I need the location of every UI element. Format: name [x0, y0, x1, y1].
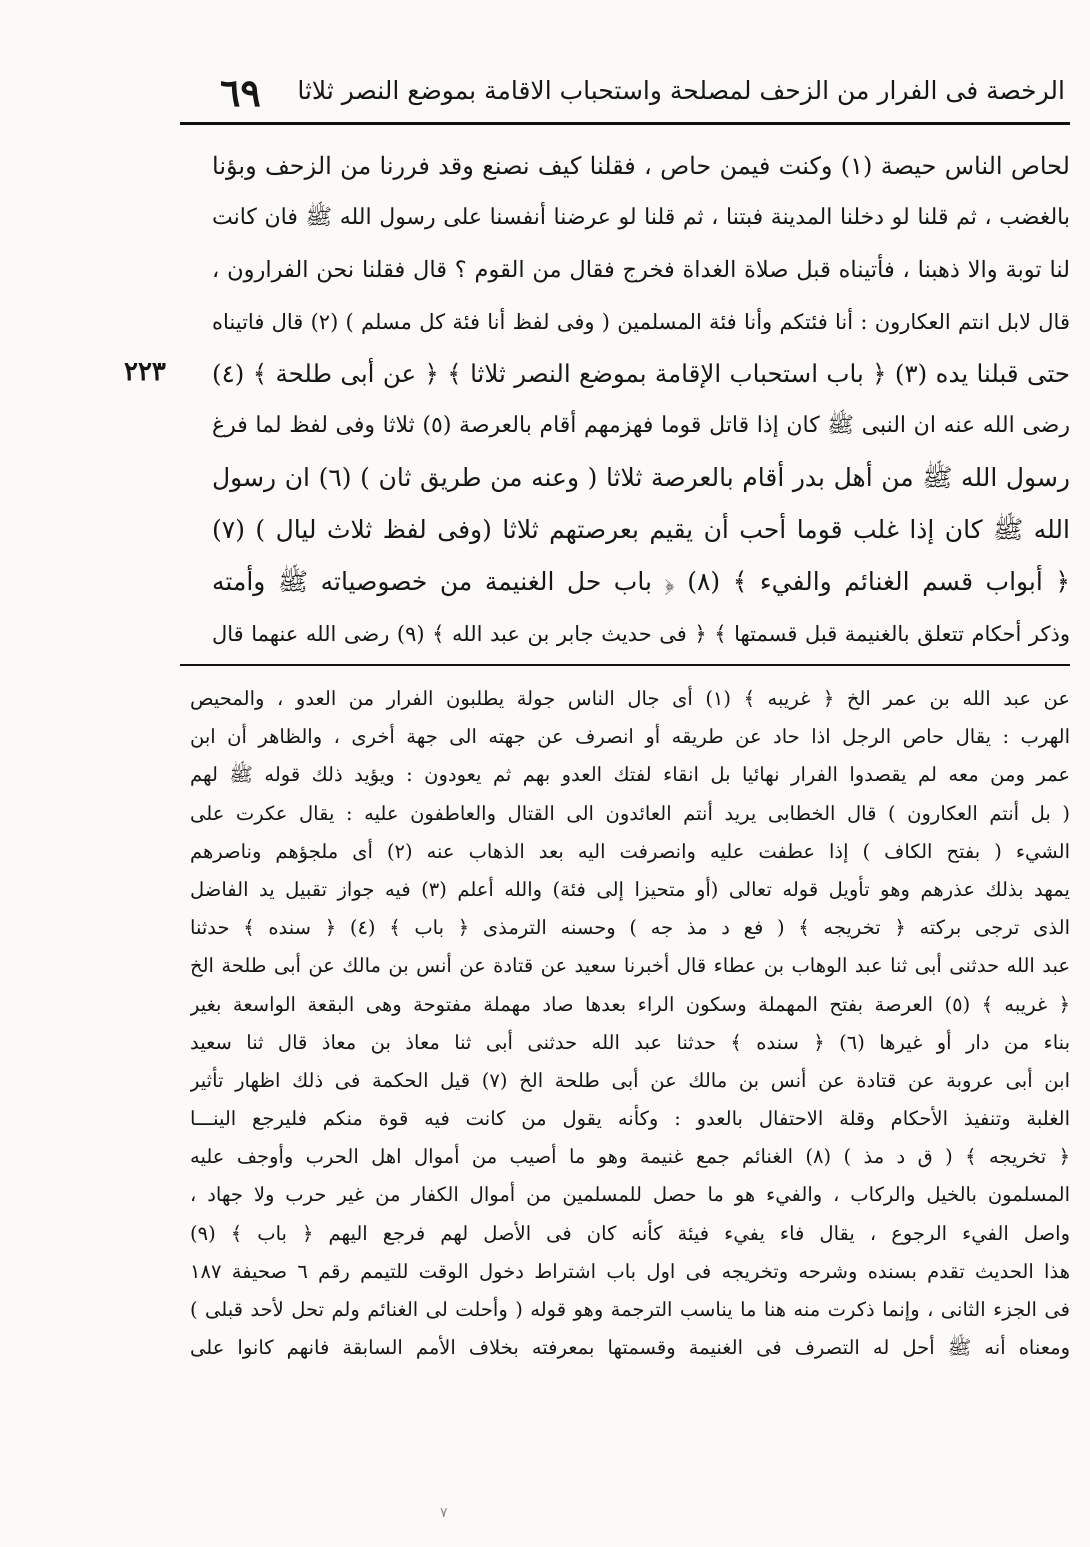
main-text — [212, 140, 1070, 660]
footnote-line: فى الجزء الثانى ، وإنما ذكرت منه هنا ما يناسب الترجمة وهو قوله ( وأحلت لى الغنائم ولم تحل لأحد قبلى ) — [190, 1298, 1070, 1321]
footnote-line: عن عبد الله بن عمر الخ ﴿ غريبه ﴾ (١) أى جال الناس جولة يطلبون الفرار من العدو ، والمحيص — [190, 687, 1070, 710]
footnotes-rule — [180, 664, 1070, 666]
main-line: قال لابل انتم العكارون : أنا فئتكم وأنا فئة المسلمين ( وفى لفظ أنا فئة كل مسلم ) (٢) قال فاتيناه — [212, 310, 1070, 334]
main-line: ﴿ أبواب قسم الغنائم والفيء ﴾ (٨) ﴿ باب حل الغنيمة من خصوصياته ﷺ وأمته — [212, 567, 1070, 596]
footnotes — [190, 680, 1070, 1367]
footer-mark: ٧ — [440, 1505, 448, 1521]
running-title: الرخصة فى الفرار من الزحف لمصلحة واستحباب الاقامة بموضع النصر ثلاثا — [297, 76, 1065, 105]
main-line: وذكر أحكام تتعلق بالغنيمة قبل قسمتها ﴾ ﴿ فى حديث جابر بن عبد الله ﴾ (٩) رضى الله عنهما قال — [212, 622, 1070, 646]
hadith-number: ٢٢٣ — [124, 357, 166, 387]
main-line: الله ﷺ كان إذا غلب قوما أحب أن يقيم بعرصتهم ثلاثا (وفى لفظ ثلاث ليال ) (٧) — [212, 515, 1070, 544]
footnote-line: يمهد بذلك عذرهم وهو تأويل قوله تعالى (أو متحيزا إلى فئة) والله أعلم (٣) فيه جواز تقبيل يد الفاضل — [190, 877, 1070, 901]
main-line: بالغضب ، ثم قلنا لو دخلنا المدينة فبتنا ، ثم قلنا لو عرضنا أنفسنا على رسول الله ﷺ فان كانت — [212, 205, 1070, 230]
main-line: لحاص الناس حيصة (١) وكنت فيمن حاص ، فقلنا كيف نصنع وقد فررنا من الزحف وبؤنا — [212, 152, 1070, 180]
footnote-line: الذى ترجى بركته ﴿ تخريجه ﴾ ( فع د مذ جه ) وحسنه الترمذى ﴿ باب ﴾ (٤) ﴿ سنده ﴾ حدثنا — [190, 916, 1070, 940]
footnote-line: ﴿ غريبه ﴾ (٥) العرصة بفتح المهملة وسكون الراء بعدها صاد مهملة مفتوحة وهى البقعة الواسعة بغير — [190, 992, 1070, 1016]
footnote-line: الغلبة وتنفيذ الأحكام وقلة الاحتفال بالعدو : وكأنه يقول من كانت فيه قوة منكم فليرجع الينـــا — [190, 1107, 1070, 1131]
footnote-line: الهرب : يقال حاص الرجل اذا حاد عن طريقه أو انصرف عن جهته الى جهة أخرى ، والظاهر أن ابن — [190, 725, 1070, 749]
footnote-line: المسلمون بالخيل والركاب ، والفيء هو ما حصل للمسلمين من أموال الكفار من غير حرب ولا جهاد ، — [190, 1183, 1070, 1207]
main-line: لنا توبة والا ذهبنا ، فأتيناه قبل صلاة الغداة فخرج فقال من القوم ؟ قال فقلنا نحن الفرارون ، — [212, 257, 1070, 283]
main-line: رسول الله ﷺ من أهل بدر أقام بالعرصة ثلاثا ( وعنه من طريق ثان ) (٦) ان رسول — [212, 463, 1070, 492]
footnote-line: ابن أبى عروبة عن قتادة عن أنس بن مالك عن أبى طلحة الخ (٧) قيل الحكمة فى ذلك اظهار تأثير — [190, 1068, 1070, 1092]
footnote-line: عمر ومن معه لم يقصدوا الفرار نهائيا بل انقاء لفتك العدو بهم ثم يعودون : ويؤيد ذلك قوله ﷺ لهم — [190, 763, 1070, 787]
footnote-line: بناء من دار أو غيرها (٦) ﴿ سنده ﴾ حدثنا عبد الله حدثنى أبى ثنا معاذ بن معاذ قال ثنا سعيد — [190, 1030, 1070, 1054]
footnote-line: الشيء ( بفتح الكاف ) إذا عطفت عليه وانصرفت اليه بعد الذهاب عنه (٢) أى ملجؤهم وناصرهم — [190, 839, 1070, 863]
header-rule — [180, 122, 1070, 125]
main-line: حتى قبلنا يده (٣) ﴿ باب استحباب الإقامة بموضع النصر ثلاثا ﴾ ﴿ عن أبى طلحة ﴾ (٤) — [212, 359, 1070, 388]
page-header — [180, 68, 1070, 118]
page-number: ٦٩ — [220, 70, 261, 115]
main-line: رضى الله عنه ان النبى ﷺ كان إذا قاتل قوما فهزمهم أقام بالعرصة (٥) ثلاثا وفى لفظ لما فرغ — [212, 413, 1070, 438]
footnote-line: ( بل أنتم العكارون ) قال الخطابى يريد أنتم العائدون الى القتال والعاطفون عليه : يقال عكرت على — [190, 801, 1070, 825]
footnote-line: عبد الله حدثنى أبى ثنا عبد الوهاب بن عطاء قال أخبرنا سعيد عن قتادة عن أنس بن مالك عن أبى طلحة الخ — [190, 954, 1070, 978]
footnote-line: ومعناه أنه ﷺ أحل له التصرف فى الغنيمة وقسمتها بمعرفته بخلاف الأمم السابقة فانهم كانوا على — [190, 1336, 1070, 1360]
footnote-line: ﴿ تخريجه ﴾ ( ق د مذ ) (٨) الغنائم جمع غنيمة وهو ما أصيب من أموال اهل الحرب وأوجف عليه — [190, 1145, 1070, 1169]
footnote-line: هذا الحديث تقدم بسنده وشرحه وتخريجه فى اول باب اشتراط دخول الوقت للتيمم رقم ٦ صحيفة ١٨٧ — [190, 1259, 1070, 1283]
footnote-line: واصل الفيء الرجوع ، يقال فاء يفيء فيئة كأنه كان فى الأصل لهم فرجع اليهم ﴿ باب ﴾ (٩) — [190, 1221, 1070, 1245]
